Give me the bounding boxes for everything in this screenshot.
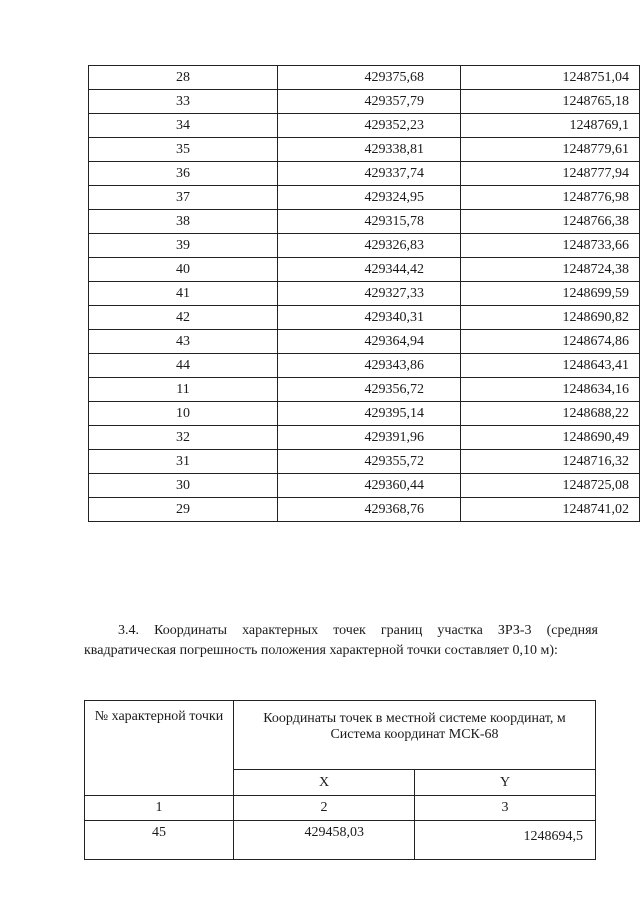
y-coordinate-cell: 1248765,18 xyxy=(461,90,640,114)
x-coordinate-cell: 429315,78 xyxy=(278,210,461,234)
table-row xyxy=(89,210,640,234)
point-number-cell: 28 xyxy=(89,66,278,90)
x-coordinate-cell: 429343,86 xyxy=(278,354,461,378)
coordinates-table-body xyxy=(89,66,640,522)
table-row xyxy=(89,450,640,474)
x-coordinate-cell: 429352,23 xyxy=(278,114,461,138)
point-number-cell: 11 xyxy=(89,378,278,402)
y-coordinate-cell: 1248776,98 xyxy=(461,186,640,210)
table-row xyxy=(85,821,596,860)
table-row xyxy=(89,282,640,306)
y-coordinate-cell: 1248779,61 xyxy=(461,138,640,162)
x-coordinate-cell: 429375,68 xyxy=(278,66,461,90)
table-row xyxy=(89,234,640,258)
y-coordinate-cell: 1248777,94 xyxy=(461,162,640,186)
point-number-cell: 36 xyxy=(89,162,278,186)
table-row xyxy=(89,138,640,162)
table-row xyxy=(89,402,640,426)
table2-header-row xyxy=(85,701,596,770)
y-coordinate-cell: 1248769,1 xyxy=(461,114,640,138)
point-number-cell: 43 xyxy=(89,330,278,354)
y-coordinate-cell: 1248751,04 xyxy=(461,66,640,90)
table-row xyxy=(89,114,640,138)
x-coordinate-cell: 429368,76 xyxy=(278,498,461,522)
x-coordinate-cell: 429327,33 xyxy=(278,282,461,306)
point-number-cell: 39 xyxy=(89,234,278,258)
x-coordinate-cell: 429360,44 xyxy=(278,474,461,498)
table2-index-row xyxy=(85,796,596,821)
x-coordinate-cell: 429340,31 xyxy=(278,306,461,330)
x-coordinate-cell: 429326,83 xyxy=(278,234,461,258)
table-row xyxy=(89,306,640,330)
y-coordinate-cell: 1248699,59 xyxy=(461,282,640,306)
point-number-cell: 29 xyxy=(89,498,278,522)
index-cell-2: 2 xyxy=(234,796,415,821)
y-coordinate-cell: 1248694,5 xyxy=(415,821,596,860)
point-number-cell: 37 xyxy=(89,186,278,210)
y-coordinate-cell: 1248733,66 xyxy=(461,234,640,258)
y-coordinate-cell: 1248725,08 xyxy=(461,474,640,498)
x-coordinate-cell: 429395,14 xyxy=(278,402,461,426)
x-axis-header: X xyxy=(234,770,415,796)
y-coordinate-cell: 1248643,41 xyxy=(461,354,640,378)
y-coordinate-cell: 1248724,38 xyxy=(461,258,640,282)
point-number-cell: 42 xyxy=(89,306,278,330)
table-row xyxy=(89,66,640,90)
table-row xyxy=(89,378,640,402)
zrz3-coordinates-table xyxy=(84,700,596,860)
y-coordinate-cell: 1248674,86 xyxy=(461,330,640,354)
index-cell-1: 1 xyxy=(85,796,234,821)
point-number-cell: 31 xyxy=(89,450,278,474)
point-number-cell: 33 xyxy=(89,90,278,114)
coord-header-line2: Система координат МСК-68 xyxy=(330,727,499,742)
point-number-cell: 44 xyxy=(89,354,278,378)
y-coordinate-cell: 1248716,32 xyxy=(461,450,640,474)
x-coordinate-cell: 429324,95 xyxy=(278,186,461,210)
table-row xyxy=(89,498,640,522)
table-row xyxy=(89,426,640,450)
x-coordinate-cell: 429357,79 xyxy=(278,90,461,114)
point-number-cell: 34 xyxy=(89,114,278,138)
x-coordinate-cell: 429391,96 xyxy=(278,426,461,450)
x-coordinate-cell: 429338,81 xyxy=(278,138,461,162)
point-number-cell: 40 xyxy=(89,258,278,282)
table-row xyxy=(89,90,640,114)
y-coordinate-cell: 1248690,49 xyxy=(461,426,640,450)
point-number-cell: 30 xyxy=(89,474,278,498)
table-row xyxy=(89,162,640,186)
point-number-cell: 38 xyxy=(89,210,278,234)
coordinates-table-continued xyxy=(88,65,640,522)
point-number-header: № характерной точки xyxy=(85,701,234,796)
point-number-cell: 35 xyxy=(89,138,278,162)
x-coordinate-cell: 429364,94 xyxy=(278,330,461,354)
y-coordinate-cell: 1248741,02 xyxy=(461,498,640,522)
point-number-cell: 10 xyxy=(89,402,278,426)
x-coordinate-cell: 429337,74 xyxy=(278,162,461,186)
y-coordinate-cell: 1248634,16 xyxy=(461,378,640,402)
point-number-cell: 41 xyxy=(89,282,278,306)
section-3-4-paragraph: 3.4. Координаты характерных точек границ участка ЗРЗ-3 (средняя квадратическая погрешность положения характерной точки составляет 0,10 м): xyxy=(84,623,598,658)
table-row xyxy=(89,330,640,354)
point-number-cell: 32 xyxy=(89,426,278,450)
table-row xyxy=(89,354,640,378)
y-coordinate-cell: 1248688,22 xyxy=(461,402,640,426)
table-row xyxy=(89,258,640,282)
y-coordinate-cell: 1248690,82 xyxy=(461,306,640,330)
table-row xyxy=(89,474,640,498)
point-number-cell: 45 xyxy=(85,821,234,860)
x-coordinate-cell: 429356,72 xyxy=(278,378,461,402)
x-coordinate-cell: 429355,72 xyxy=(278,450,461,474)
coord-header-line1: Координаты точек в местной системе координат, м xyxy=(263,711,566,726)
x-coordinate-cell: 429458,03 xyxy=(234,821,415,860)
coord-system-header xyxy=(234,701,596,770)
y-axis-header: Y xyxy=(415,770,596,796)
index-cell-3: 3 xyxy=(415,796,596,821)
y-coordinate-cell: 1248766,38 xyxy=(461,210,640,234)
table-row xyxy=(89,186,640,210)
x-coordinate-cell: 429344,42 xyxy=(278,258,461,282)
